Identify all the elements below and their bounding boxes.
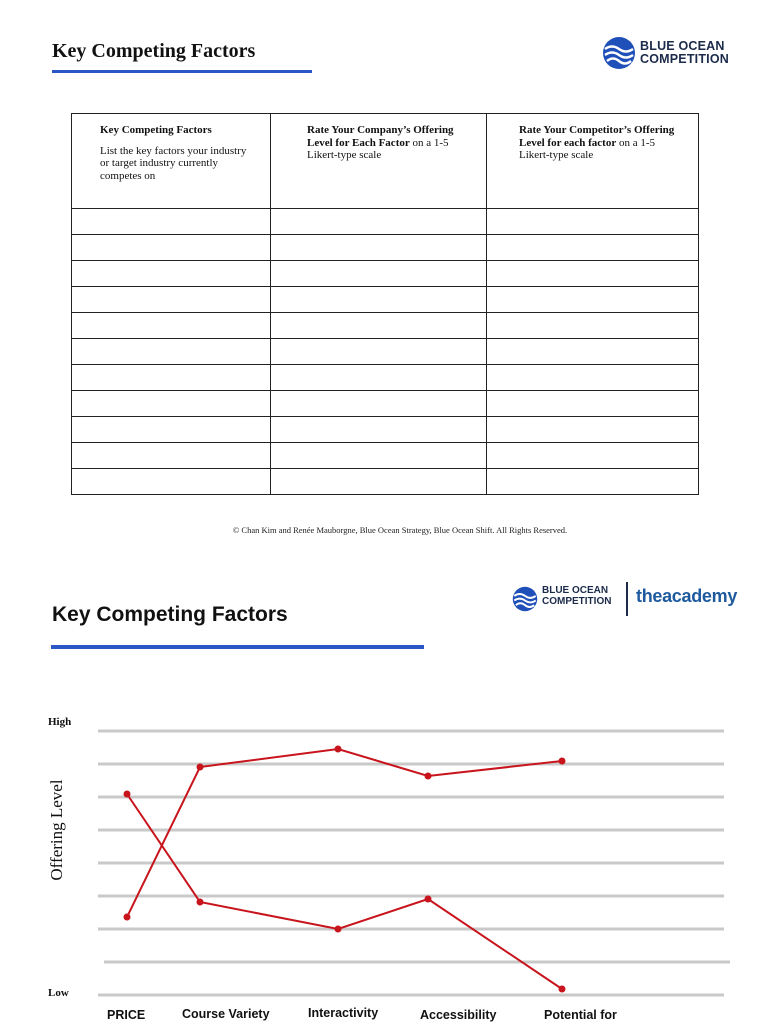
logo2-line2: COMPETITION xyxy=(542,595,612,607)
x-tick-label: Interactivity xyxy=(308,1006,379,1020)
x-tick-label: Course Variety xyxy=(182,1007,270,1021)
data-point-s2-3 xyxy=(335,926,342,933)
x-tick-label: Potential for xyxy=(544,1008,617,1022)
data-point-s2-5 xyxy=(559,986,566,993)
y-tick-low: Low xyxy=(48,987,69,999)
series-line-2 xyxy=(127,794,562,989)
data-point-s2-2 xyxy=(197,899,204,906)
data-point-s1-2 xyxy=(197,764,204,771)
data-point-s1-5 xyxy=(559,758,566,765)
y-axis-label: Offering Level xyxy=(47,779,66,881)
data-point-s1-3 xyxy=(335,746,342,753)
data-point-s1-4 xyxy=(425,773,432,780)
slide-title: Key Competing Factors xyxy=(52,603,288,626)
logo2-line1: BLUE OCEAN xyxy=(542,585,609,596)
x-tick-label: Accessibility xyxy=(420,1008,497,1022)
x-tick-label: PRICE xyxy=(107,1008,146,1022)
logo-line2: COMPETITION xyxy=(640,52,730,67)
y-tick-high: High xyxy=(48,716,72,728)
col2-title: Rate Your Company’s Offering Level for Each Factor xyxy=(307,124,454,149)
academy-wordmark: theacademy xyxy=(636,586,738,606)
data-point-s2-4 xyxy=(425,896,432,903)
col3-title: Rate Your Competitor’s Offering Level for each factor xyxy=(519,124,675,149)
col1-description: List the key factors your industry or target industry currently competes on xyxy=(100,144,247,182)
worksheet-title: Key Competing Factors xyxy=(52,40,256,62)
col3-description: on a 1-5 Likert-type scale xyxy=(519,136,656,162)
col2-description: on a 1-5 Likert-type scale xyxy=(307,136,449,162)
copyright-notice: © Chan Kim and Renée Mauborgne, Blue Ocean Strategy, Blue Ocean Shift. All Rights Reserved. xyxy=(232,525,568,535)
col1-title: Key Competing Factors xyxy=(100,124,212,136)
logo-line1: BLUE OCEAN xyxy=(640,39,725,53)
data-point-s2-1 xyxy=(124,791,131,798)
data-point-s1-1 xyxy=(124,914,131,921)
